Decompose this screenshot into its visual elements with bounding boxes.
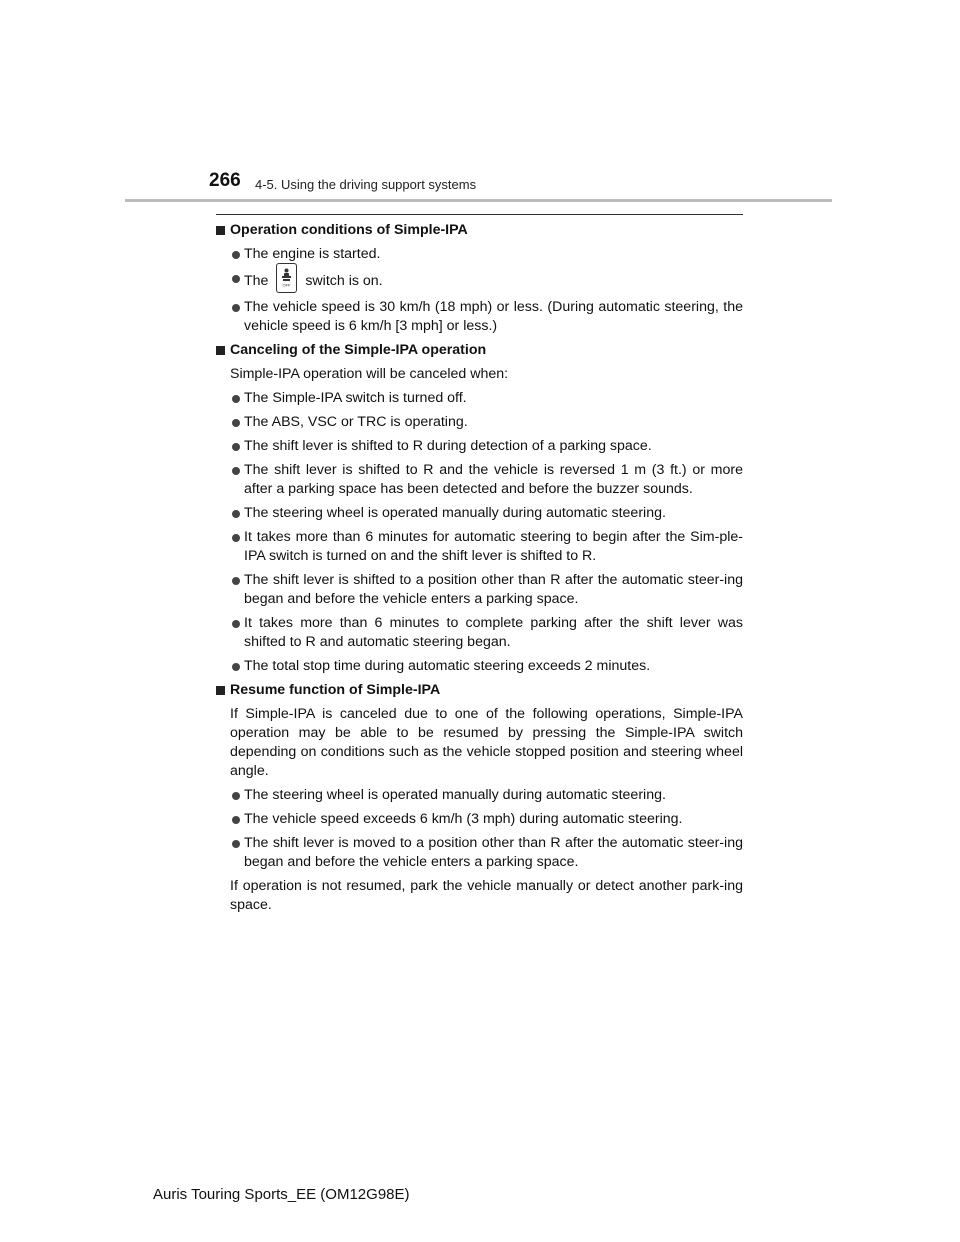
round-bullet-icon — [232, 620, 240, 628]
round-bullet-icon — [232, 792, 240, 800]
round-bullet-icon — [232, 275, 240, 283]
list-item-text: The engine is started. — [244, 246, 381, 262]
svg-text:OFF: OFF — [282, 282, 291, 287]
list-item-text: The total stop time during automatic steering exceeds 2 minutes. — [244, 658, 651, 674]
section-title: 4-5. Using the driving support systems — [255, 177, 477, 192]
list-item-text: The steering wheel is operated manually during automatic steering. — [244, 787, 666, 803]
heading-canceling — [216, 341, 743, 360]
round-bullet-icon — [232, 577, 240, 585]
square-bullet-icon — [216, 346, 225, 355]
page-number: 266 — [209, 170, 241, 191]
round-bullet-icon — [232, 816, 240, 824]
list-item-text: It takes more than 6 minutes for automatic steering to begin after the Sim-ple-IPA switch is turned on and the shift lever is shifted to R. — [244, 529, 743, 564]
list-item — [216, 504, 743, 523]
round-bullet-icon — [232, 304, 240, 312]
heading-resume-function — [216, 681, 743, 700]
list-item-text: The shift lever is shifted to R and the vehicle is reversed 1 m (3 ft.) or more after a parking space has been detected and before the buzzer sounds. — [244, 462, 743, 497]
list-item — [216, 269, 743, 293]
list-item — [216, 298, 743, 336]
list-item-text: The ABS, VSC or TRC is operating. — [244, 414, 468, 430]
list-item-text: The shift lever is shifted to R during detection of a parking space. — [244, 438, 652, 454]
paragraph: If Simple-IPA is canceled due to one of the following operations, Simple-IPA operation may be able to be resumed by pressing the Simple-IPA switch depending on conditions such as the vehicle stopped position and steering wheel angle. — [230, 706, 743, 779]
heading-text: Operation conditions of Simple-IPA — [230, 222, 468, 238]
square-bullet-icon — [216, 686, 225, 695]
list-item-text: It takes more than 6 minutes to complete parking after the shift lever was shifted to R and automatic steering began. — [244, 615, 743, 650]
square-bullet-icon — [216, 226, 225, 235]
round-bullet-icon — [232, 663, 240, 671]
round-bullet-icon — [232, 840, 240, 848]
heading-operation-conditions — [216, 221, 743, 240]
list-item — [216, 657, 743, 676]
list-item — [216, 389, 743, 408]
round-bullet-icon — [232, 534, 240, 542]
round-bullet-icon — [232, 419, 240, 427]
list-item — [216, 614, 743, 652]
list-item-text: The shift lever is moved to a position other than R after the automatic steer-ing began and before the vehicle enters a parking space. — [244, 835, 743, 870]
heading-text: Canceling of the Simple-IPA operation — [230, 342, 487, 358]
list-item — [216, 571, 743, 609]
simple-ipa-switch-icon — [276, 263, 297, 293]
list-item-text: The vehicle speed is 30 km/h (18 mph) or less. (During automatic steering, the vehicle speed is 6 km/h [3 mph] or less.) — [244, 299, 743, 334]
list-item-text-post: switch is on. — [301, 272, 383, 289]
list-item — [216, 461, 743, 499]
main-content — [216, 221, 743, 920]
list-item-text: The Simple-IPA switch is turned off. — [244, 390, 467, 406]
header-divider — [125, 199, 832, 202]
paragraph: If operation is not resumed, park the vehicle manually or detect another park-ing space. — [230, 878, 743, 913]
list-item — [216, 528, 743, 566]
list-item — [216, 786, 743, 805]
content-divider — [216, 214, 743, 215]
round-bullet-icon — [232, 510, 240, 518]
round-bullet-icon — [232, 395, 240, 403]
round-bullet-icon — [232, 467, 240, 475]
list-item — [216, 437, 743, 456]
list-item-text: The steering wheel is operated manually during automatic steering. — [244, 505, 666, 521]
list-item — [216, 413, 743, 432]
paragraph: Simple-IPA operation will be canceled when: — [230, 366, 509, 382]
list-item — [216, 810, 743, 829]
list-item-text: The vehicle speed exceeds 6 km/h (3 mph) during automatic steering. — [244, 811, 683, 827]
list-item — [216, 245, 743, 264]
round-bullet-icon — [232, 251, 240, 259]
heading-text: Resume function of Simple-IPA — [230, 682, 441, 698]
footer-manual-id: Auris Touring Sports_EE (OM12G98E) — [153, 1186, 410, 1203]
round-bullet-icon — [232, 443, 240, 451]
list-item-text: The shift lever is shifted to a position other than R after the automatic steer-ing began and before the vehicle enters a parking space. — [244, 572, 743, 607]
list-item-text-pre: The — [244, 272, 273, 289]
list-item — [216, 834, 743, 872]
